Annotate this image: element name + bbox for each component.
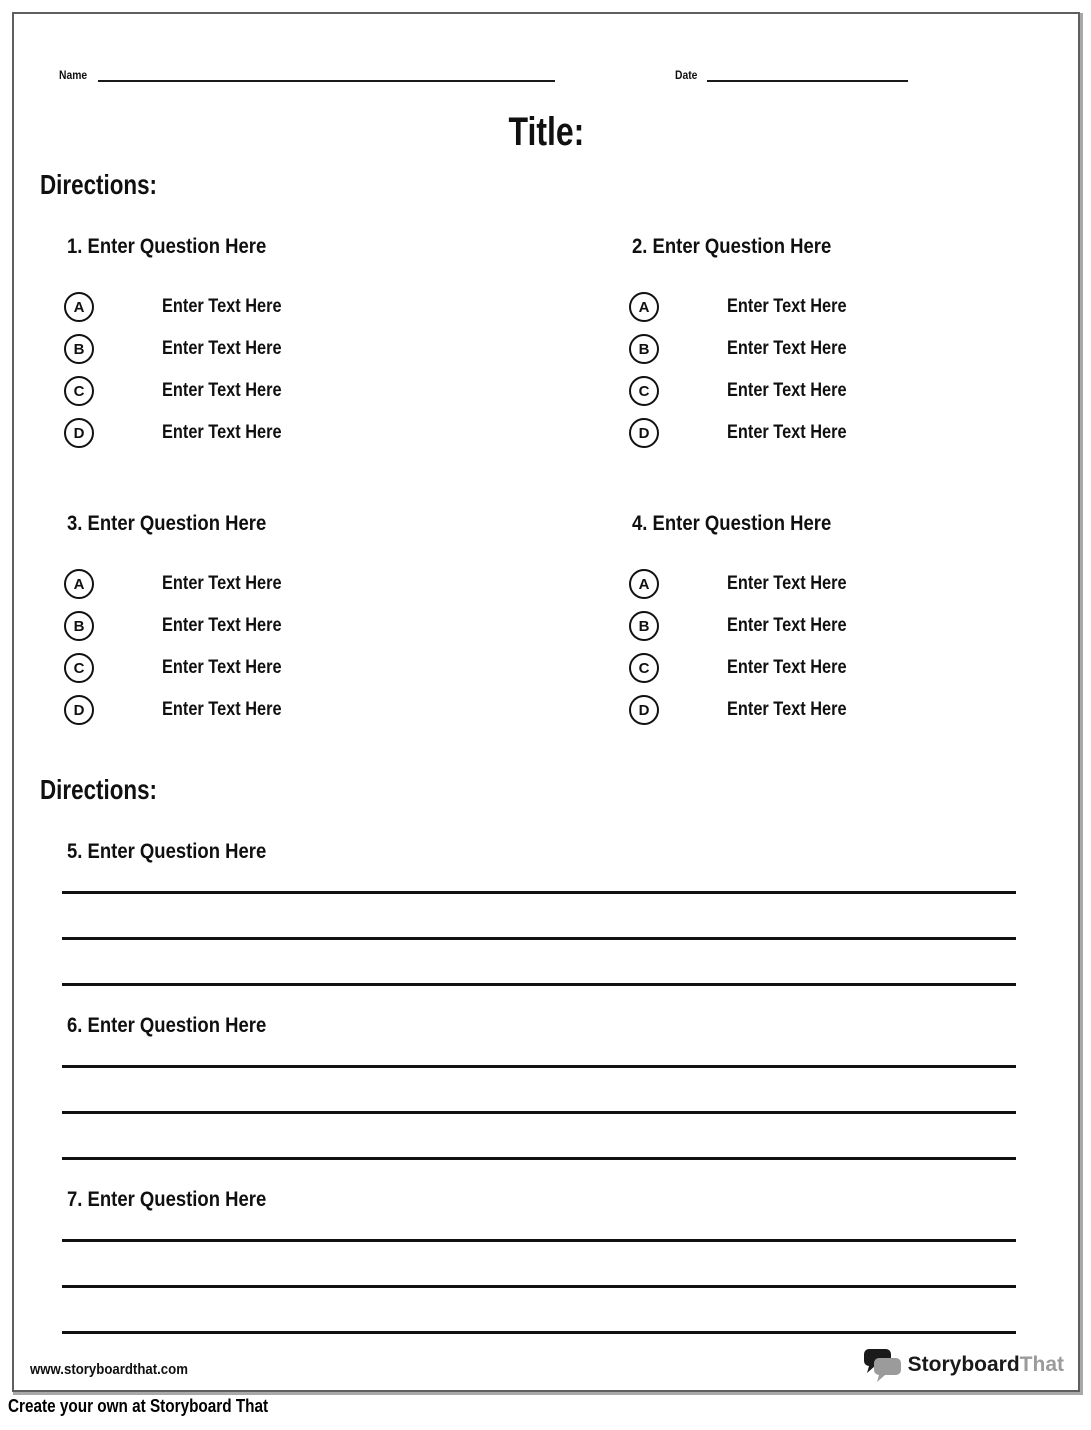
option-row-a xyxy=(64,569,605,599)
option-text: Enter Text Here xyxy=(162,573,282,594)
question-2-options xyxy=(629,292,1016,448)
option-text: Enter Text Here xyxy=(162,296,282,317)
choice-circle-b[interactable]: B xyxy=(629,611,659,641)
storyboardthat-logo xyxy=(864,1348,1064,1382)
answer-line[interactable] xyxy=(62,940,1016,986)
question-5-answer-lines xyxy=(62,866,1016,986)
option-text: Enter Text Here xyxy=(162,615,282,636)
choice-circle-b[interactable]: B xyxy=(64,334,94,364)
choice-circle-c[interactable]: C xyxy=(64,376,94,406)
option-text: Enter Text Here xyxy=(727,422,847,443)
option-row-c xyxy=(64,653,605,683)
option-row-c xyxy=(64,376,605,406)
answer-line[interactable] xyxy=(62,1068,1016,1114)
option-text: Enter Text Here xyxy=(727,657,847,678)
option-text: Enter Text Here xyxy=(727,338,847,359)
option-text: Enter Text Here xyxy=(727,615,847,636)
answer-line[interactable] xyxy=(62,1288,1016,1334)
question-7-heading: 7. Enter Question Here xyxy=(67,1188,267,1211)
question-6-answer-lines xyxy=(62,1040,1016,1160)
question-5 xyxy=(67,838,1016,986)
question-1 xyxy=(67,233,605,460)
option-text: Enter Text Here xyxy=(727,573,847,594)
answer-line[interactable] xyxy=(62,1242,1016,1288)
option-row-a xyxy=(629,569,1016,599)
question-1-heading: 1. Enter Question Here xyxy=(67,235,267,258)
directions-heading-2: Directions: xyxy=(40,774,157,805)
option-text: Enter Text Here xyxy=(162,422,282,443)
option-row-b xyxy=(64,611,605,641)
option-row-a xyxy=(64,292,605,322)
website-url: www.storyboardthat.com xyxy=(30,1361,188,1378)
option-row-d xyxy=(64,695,605,725)
option-text: Enter Text Here xyxy=(727,699,847,720)
option-row-d xyxy=(629,418,1016,448)
question-1-options xyxy=(64,292,605,448)
speech-bubbles-icon xyxy=(864,1348,902,1382)
choice-circle-d[interactable]: D xyxy=(629,695,659,725)
create-your-own-caption: Create your own at Storyboard That xyxy=(8,1396,269,1416)
option-text: Enter Text Here xyxy=(727,380,847,401)
option-text: Enter Text Here xyxy=(727,296,847,317)
question-2-heading: 2. Enter Question Here xyxy=(632,235,832,258)
answer-line[interactable] xyxy=(62,1040,1016,1068)
answer-line[interactable] xyxy=(62,894,1016,940)
option-text: Enter Text Here xyxy=(162,338,282,359)
choice-circle-d[interactable]: D xyxy=(64,695,94,725)
choice-circle-a[interactable]: A xyxy=(64,292,94,322)
question-4-options xyxy=(629,569,1016,725)
option-row-b xyxy=(629,611,1016,641)
option-row-d xyxy=(64,418,605,448)
option-row-c xyxy=(629,653,1016,683)
question-4-heading: 4. Enter Question Here xyxy=(632,512,832,535)
worksheet-page xyxy=(12,12,1080,1392)
page-title: Title: xyxy=(508,110,584,154)
choice-circle-c[interactable]: C xyxy=(629,376,659,406)
option-row-d xyxy=(629,695,1016,725)
question-3-options xyxy=(64,569,605,725)
choice-circle-a[interactable]: A xyxy=(629,569,659,599)
choice-circle-c[interactable]: C xyxy=(629,653,659,683)
answer-line[interactable] xyxy=(62,1214,1016,1242)
question-7-answer-lines xyxy=(62,1214,1016,1334)
choice-circle-a[interactable]: A xyxy=(629,292,659,322)
question-2 xyxy=(632,233,1016,460)
question-6-heading: 6. Enter Question Here xyxy=(67,1014,267,1037)
option-text: Enter Text Here xyxy=(162,380,282,401)
choice-circle-c[interactable]: C xyxy=(64,653,94,683)
choice-circle-d[interactable]: D xyxy=(64,418,94,448)
choice-circle-b[interactable]: B xyxy=(64,611,94,641)
directions-heading-1: Directions: xyxy=(40,169,157,200)
date-input-line[interactable] xyxy=(707,66,908,82)
date-label: Date xyxy=(674,68,698,82)
option-text: Enter Text Here xyxy=(162,657,282,678)
option-row-c xyxy=(629,376,1016,406)
answer-line[interactable] xyxy=(62,866,1016,894)
logo-wordmark: StoryboardThat xyxy=(907,1353,1064,1376)
choice-circle-d[interactable]: D xyxy=(629,418,659,448)
choice-circle-a[interactable]: A xyxy=(64,569,94,599)
option-row-a xyxy=(629,292,1016,322)
question-5-heading: 5. Enter Question Here xyxy=(67,840,267,863)
question-7 xyxy=(67,1186,1016,1334)
question-6 xyxy=(67,1012,1016,1160)
choice-circle-b[interactable]: B xyxy=(629,334,659,364)
name-input-line[interactable] xyxy=(98,66,555,82)
name-date-row xyxy=(59,66,1016,82)
option-text: Enter Text Here xyxy=(162,699,282,720)
question-3 xyxy=(67,510,605,737)
option-row-b xyxy=(629,334,1016,364)
question-3-heading: 3. Enter Question Here xyxy=(67,512,267,535)
answer-line[interactable] xyxy=(62,1114,1016,1160)
multiple-choice-grid xyxy=(40,233,1016,737)
option-row-b xyxy=(64,334,605,364)
question-4 xyxy=(632,510,1016,737)
name-label: Name xyxy=(59,68,88,82)
